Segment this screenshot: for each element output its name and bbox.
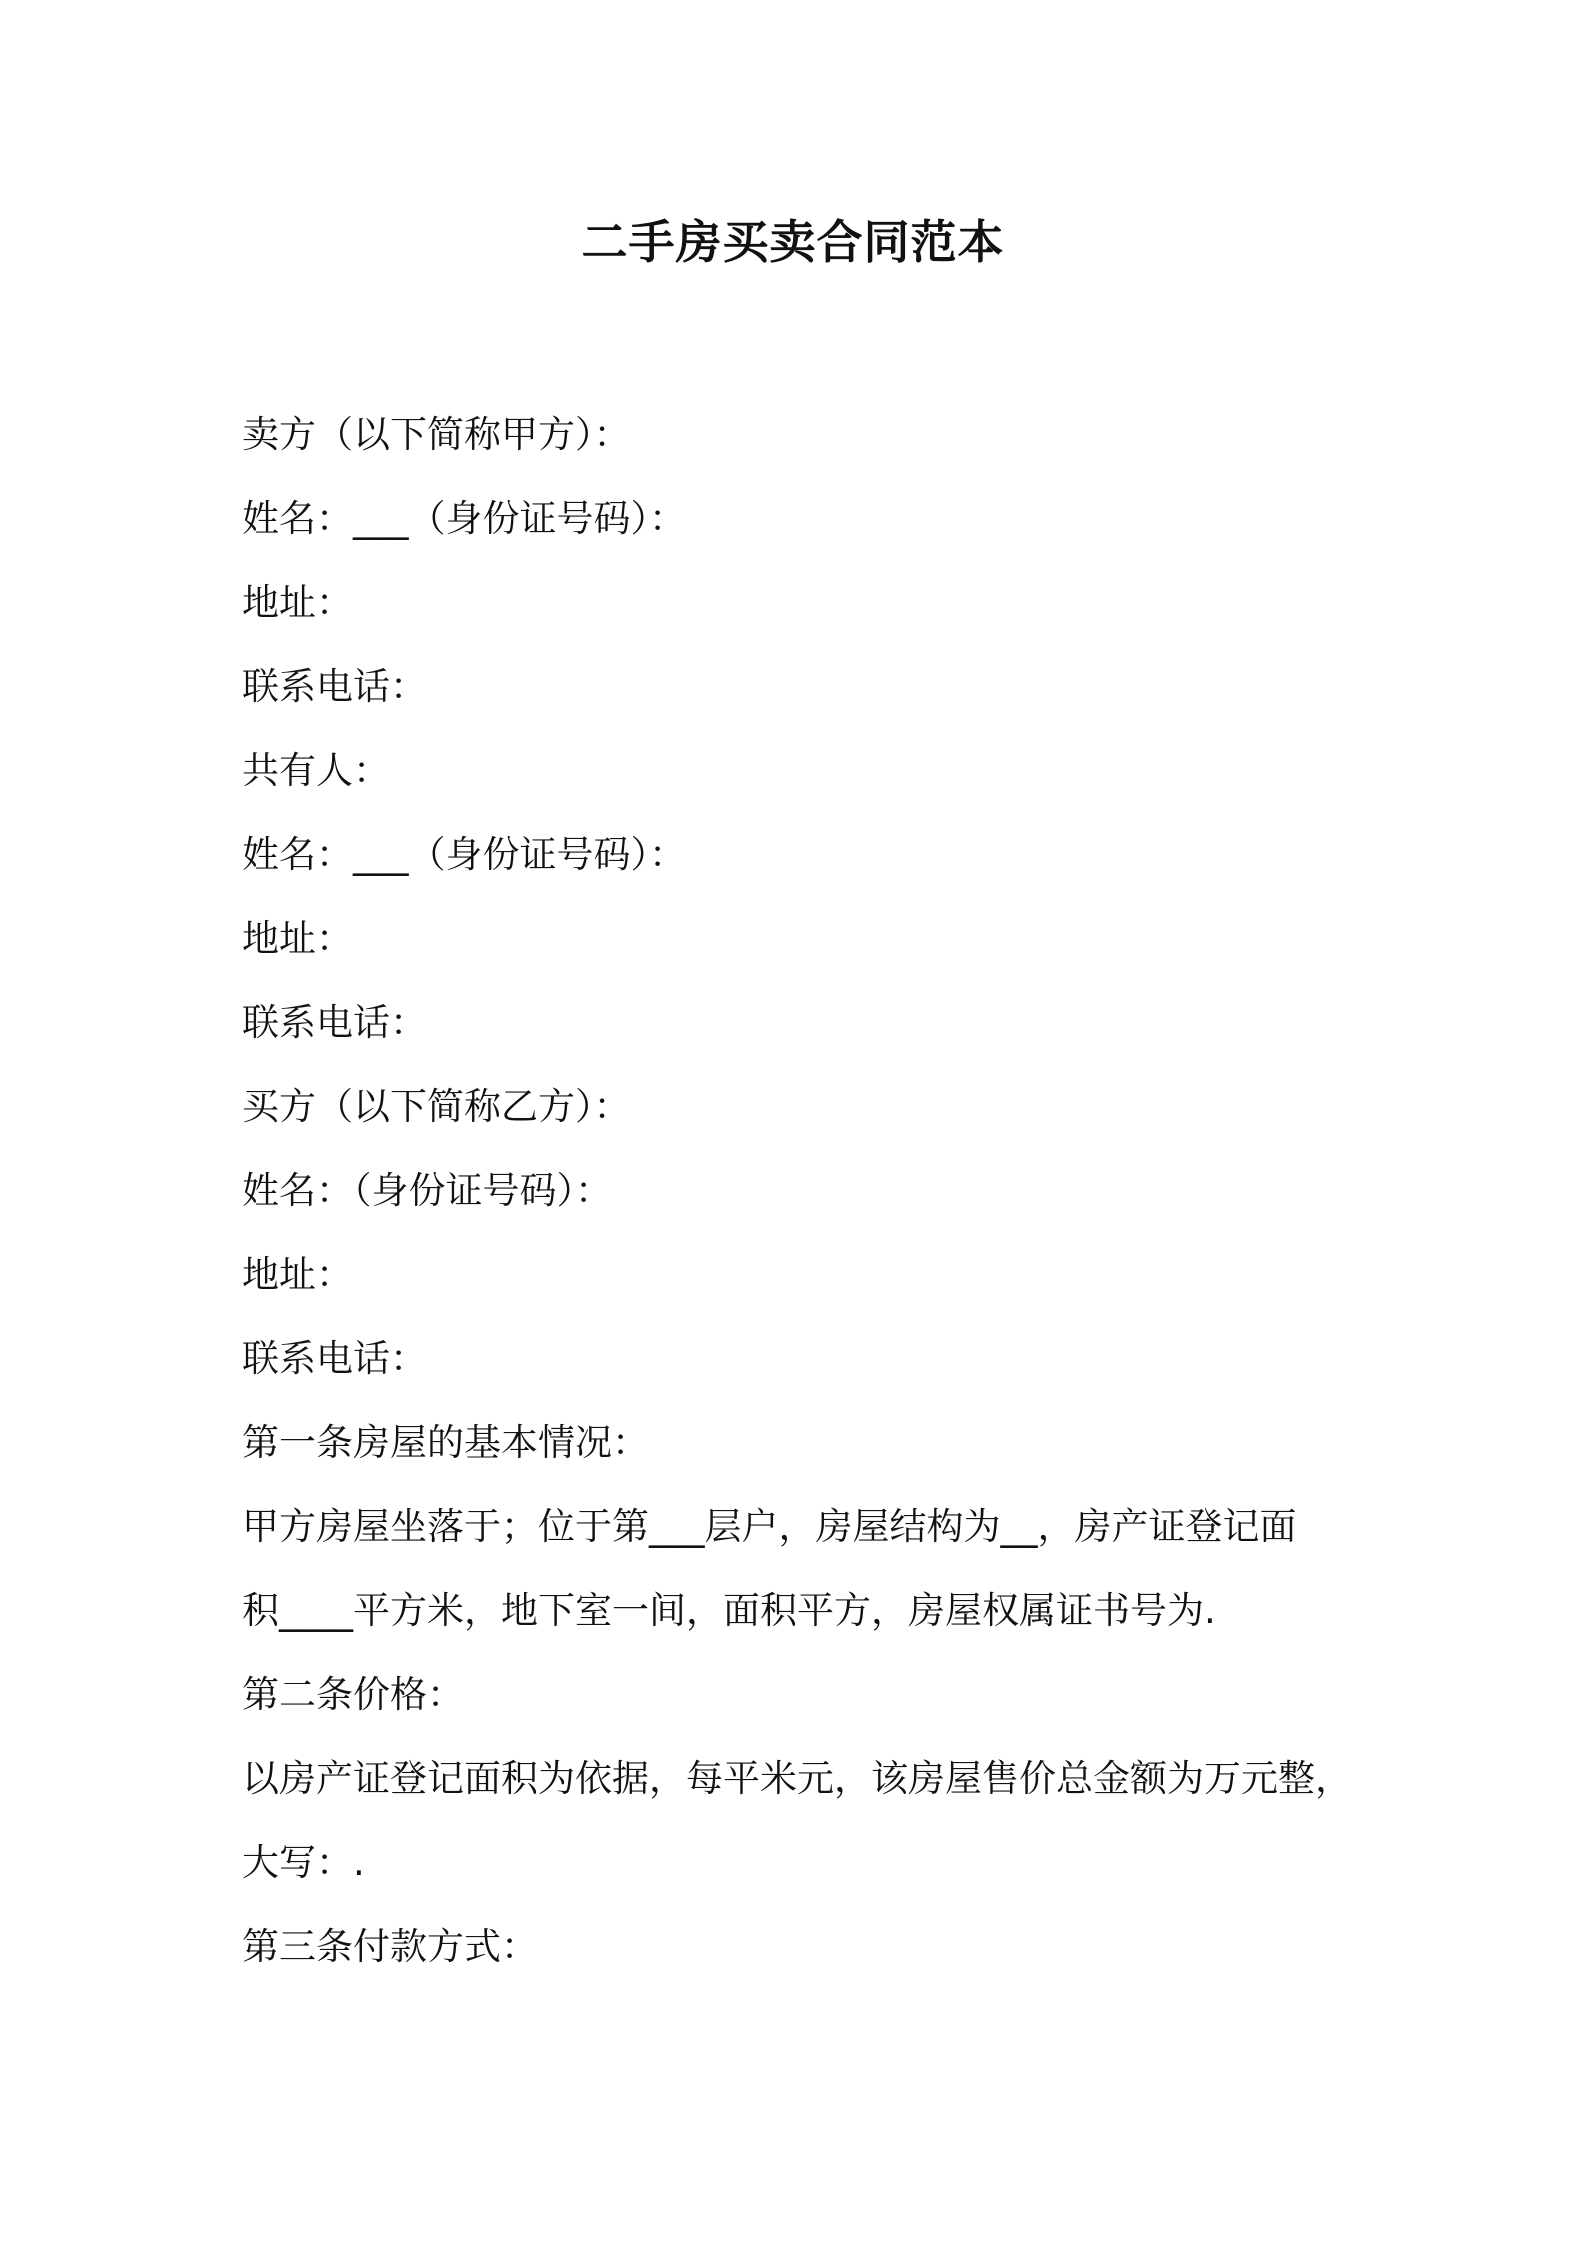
article-1-text-line-1: 甲方房屋坐落于；位于第___层户，房屋结构为__，房产证登记面 — [242, 1505, 1297, 1548]
document-title: 二手房买卖合同范本 — [581, 215, 1005, 269]
article-2-text-line-1: 以房产证登记面积为依据，每平米元，该房屋售价总金额为万元整， — [242, 1757, 1352, 1800]
co-owner-phone-line: 联系电话： — [242, 1001, 427, 1044]
co-owner-address-line: 地址： — [242, 917, 353, 960]
buyer-name-line: 姓名：（身份证号码）： — [242, 1169, 612, 1212]
buyer-heading: 买方（以下简称乙方）： — [242, 1085, 631, 1128]
seller-phone-line: 联系电话： — [242, 665, 427, 708]
article-1-text-line-2: 积____平方米，地下室一间，面积平方，房屋权属证书号为. — [242, 1589, 1216, 1632]
seller-name-line: 姓名：___（身份证号码）： — [242, 497, 686, 540]
document-body — [242, 405, 1362, 2001]
buyer-phone-line: 联系电话： — [242, 1337, 427, 1380]
co-owner-heading: 共有人： — [242, 749, 390, 792]
article-3-heading: 第三条付款方式： — [242, 1925, 538, 1968]
article-1-heading: 第一条房屋的基本情况： — [242, 1421, 649, 1464]
buyer-address-line: 地址： — [242, 1253, 353, 1296]
article-2-heading: 第二条价格： — [242, 1673, 464, 1716]
co-owner-name-line: 姓名：___（身份证号码）： — [242, 833, 686, 876]
article-2-text-line-2: 大写：. — [242, 1841, 365, 1884]
seller-address-line: 地址： — [242, 581, 353, 624]
seller-heading: 卖方（以下简称甲方）： — [242, 413, 631, 456]
